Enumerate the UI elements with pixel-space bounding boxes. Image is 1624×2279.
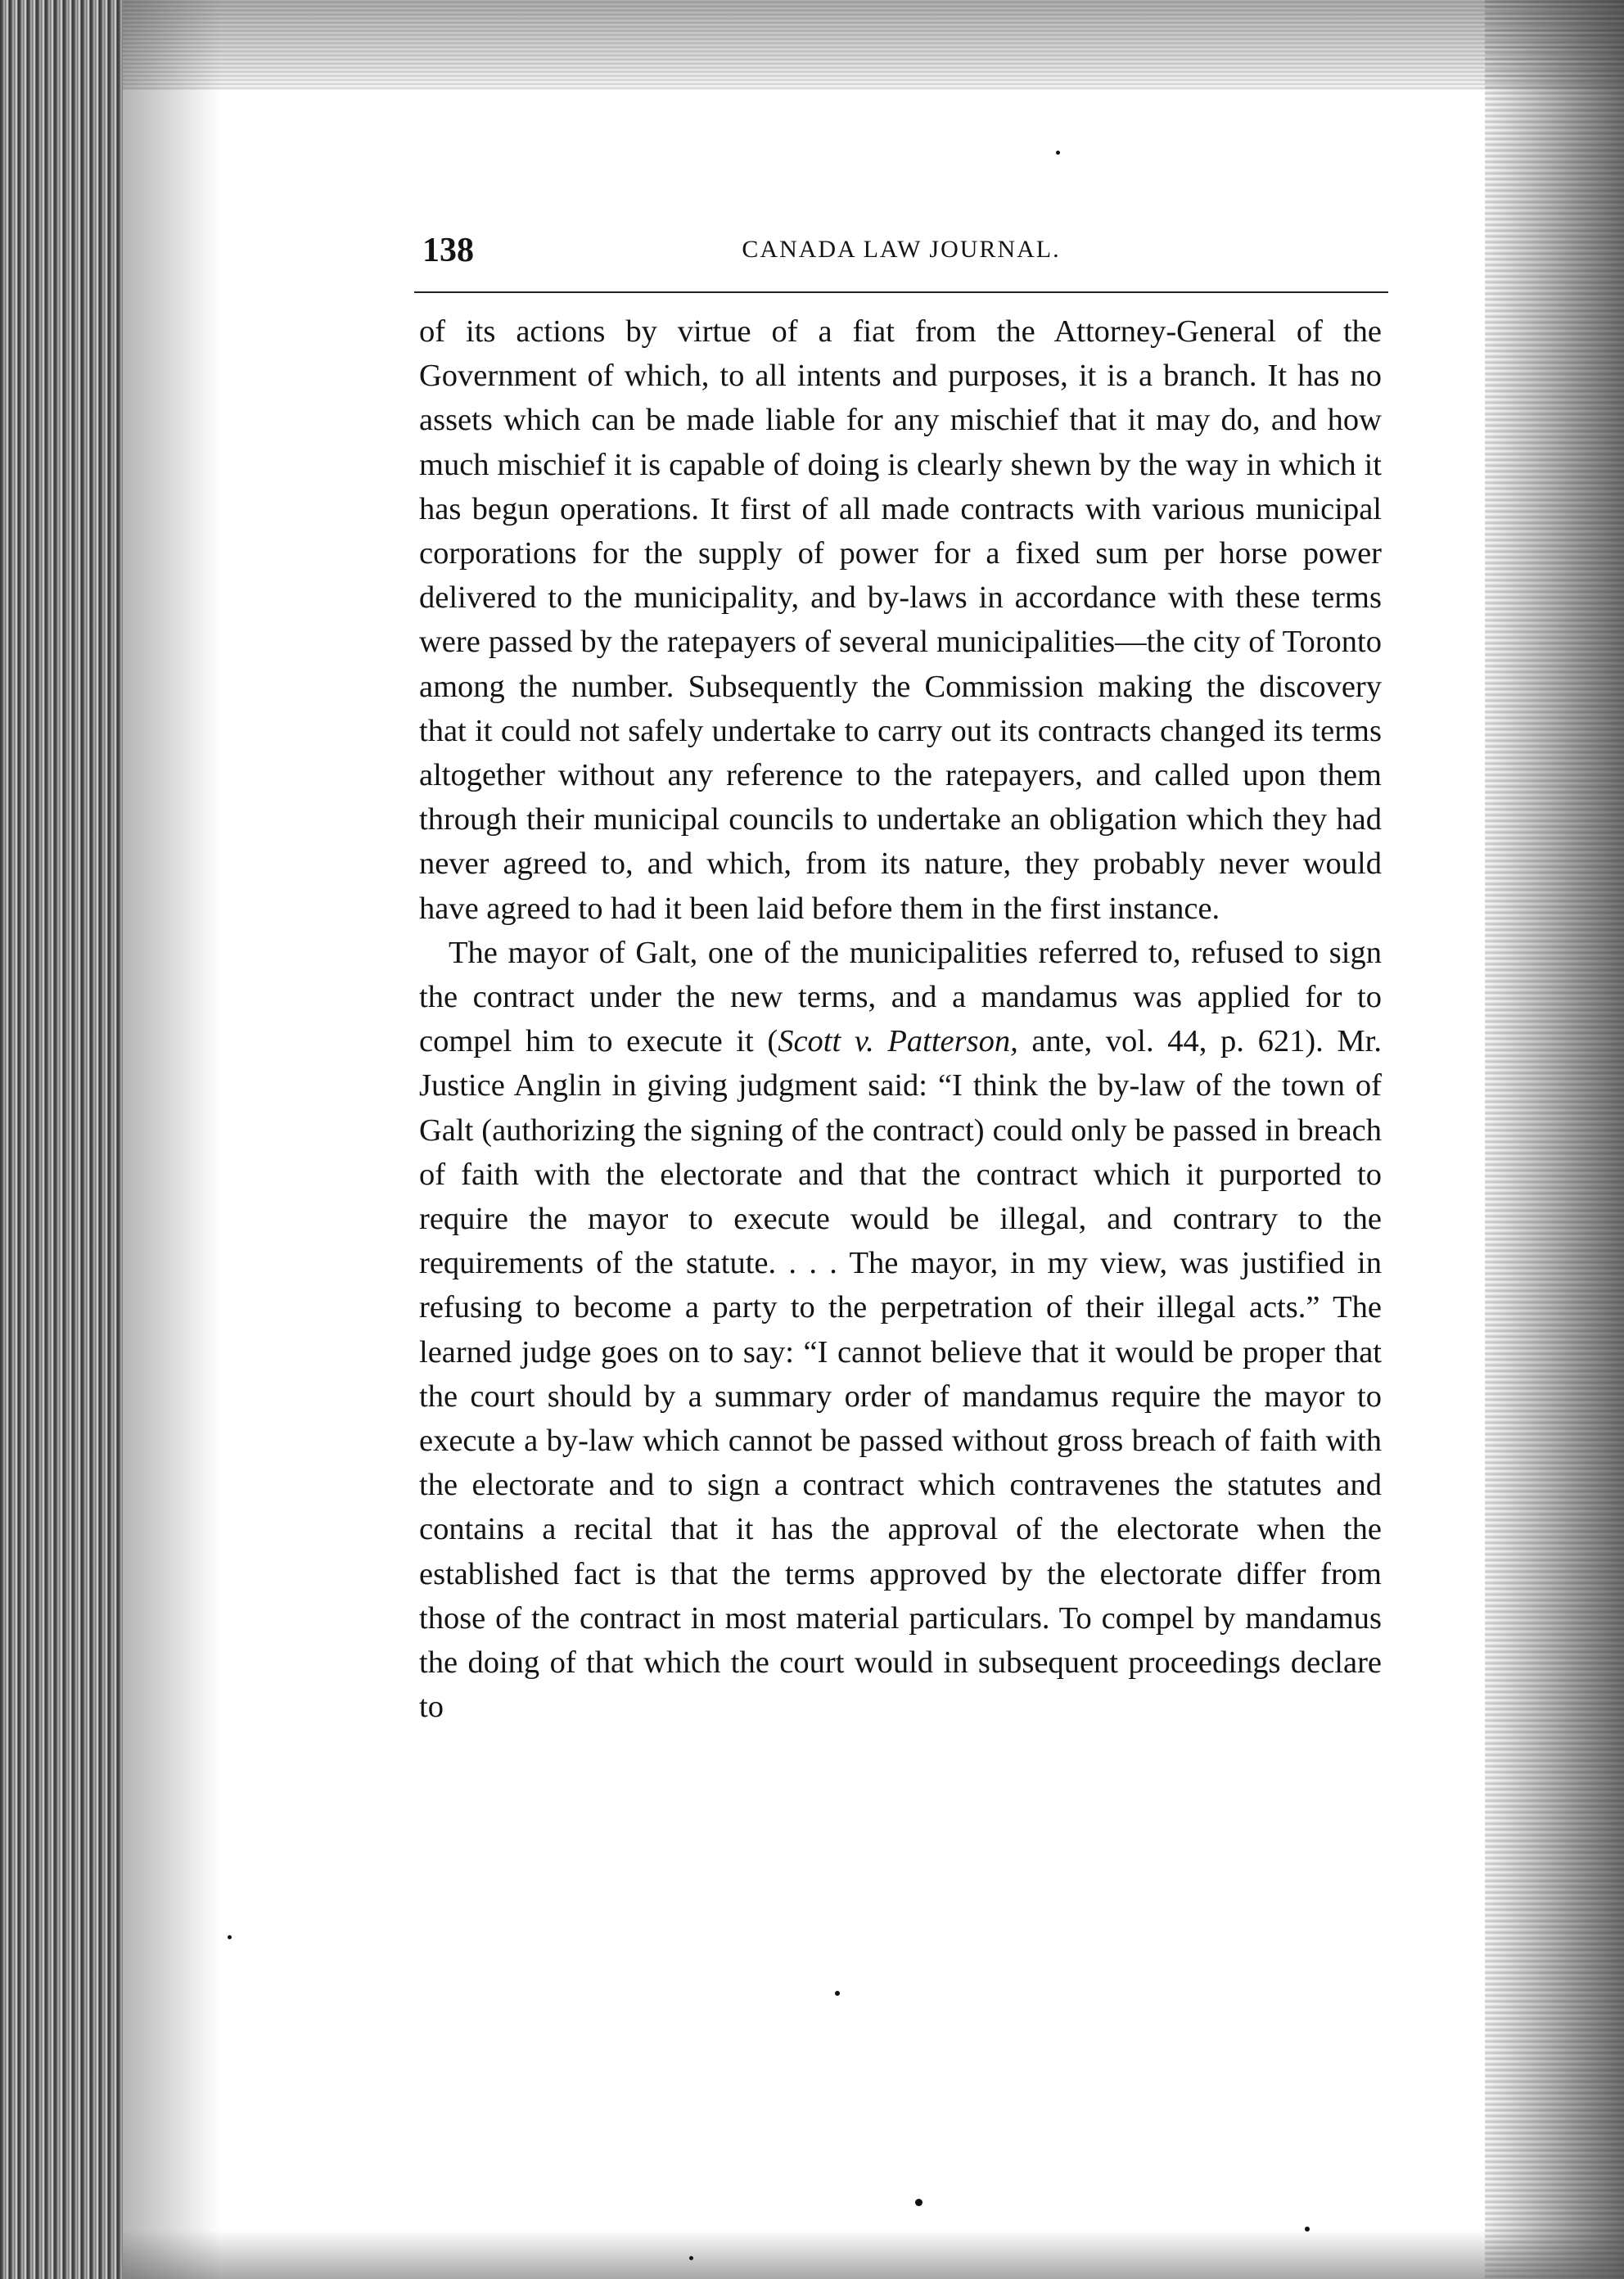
scan-bottom-edge — [123, 2230, 1624, 2279]
page-number: 138 — [422, 232, 474, 269]
scan-binding-fade — [123, 0, 221, 2279]
running-head — [414, 231, 1388, 273]
case-name: Scott v. Patterson, — [778, 1024, 1018, 1059]
scan-speck — [689, 2256, 693, 2260]
scan-speck — [228, 1935, 232, 1939]
scan-speck — [835, 1991, 840, 1996]
scan-right-edge — [1485, 0, 1624, 2279]
paragraph-text: ante, vol. 44, p. 621). Mr. Justice Anglin in giving judgment said: “I think the by-law of the town of Galt (authorizing the signing of the contract) could only be passed in breach of faith with the electorate and that the contract which it purported to require the mayor to execute would be illegal, and contrary to the requirements of the statute. . . . The mayor, in my view, was justified in refusing to become a party to the perpetration of their illegal acts.” The learned judge goes on to say: “I cannot believe that it would be proper that the court should by a summary order of mandamus require the mayor to execute a by-law which cannot be passed without gross breach of faith with the electorate and to sign a contract which contravenes the statutes and contains a recital that it has the approval of the electorate when the established fact is that the terms approved by the electorate differ from those of the contract in most material particulars. To compel by mandamus the doing of that which the court would in subsequent proceedings declare to — [419, 1024, 1382, 1725]
header-rule — [414, 291, 1388, 293]
scan-speck — [1056, 151, 1060, 155]
scan-speck — [1305, 2227, 1310, 2232]
scan-top-edge — [123, 0, 1624, 90]
paragraph-continued: of its actions by virtue of a fiat from the Attorney-General of the Government of which, to all intents and purposes, it is a branch. It has no assets which can be made liable for any mischief that it may do, and how much mischief it is capable of doing is clearly shewn by the way in which it has begun operations. It first of all made contracts with various municipal corporations for the supply of power for a fixed sum per horse power delivered to the municipality, and by-laws in accordance with these terms were passed by the ratepayers of several municipalities—the city of Toronto among the number. Subsequently the Commission making the discovery that it could not safely undertake to carry out its contracts changed its terms altogether without any reference to the ratepayers, and called upon them through their municipal councils to undertake an obligation which they had never agreed to, and which, from its nature, they probably never would have agreed to had it been laid before them in the first instance. — [419, 314, 1382, 926]
page-body — [414, 309, 1388, 1730]
paragraph-text: The mayor of Galt, one of the municipalities referred to, refused to sign the contract under the new terms, and a mandamus was applied for to compel him to execute it ( — [419, 935, 1382, 1059]
scan-speck — [915, 2199, 923, 2206]
scan-binding-shadow — [0, 0, 123, 2279]
book-page — [414, 231, 1388, 1730]
journal-title: CANADA LAW JOURNAL. — [742, 236, 1061, 263]
paragraph-galt-mandamus — [419, 931, 1382, 1730]
